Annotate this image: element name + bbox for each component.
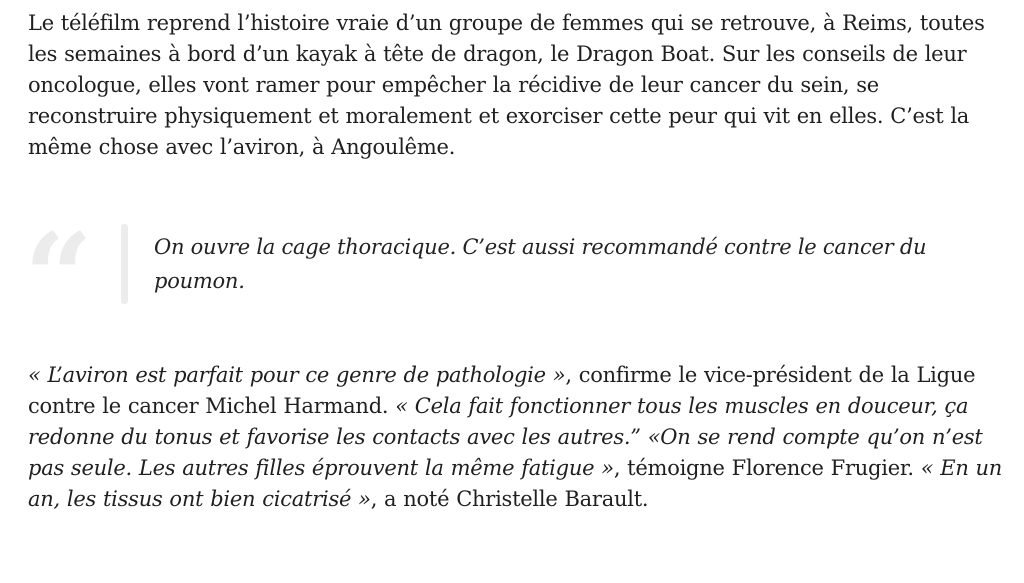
article-paragraph — [28, 360, 1008, 515]
pull-quote — [24, 207, 1008, 348]
pull-quote-text: On ouvre la cage thoracique. C’est aussi recommandé contre le cancer du poumon. — [154, 235, 927, 293]
attribution-text: , a noté Christelle Barault. — [370, 487, 649, 511]
article-paragraph: Le téléfilm reprend l’histoire vraie d’un groupe de femmes qui se retrouve, à Reims, toutes les semaines à bord d’un kayak à tête de dragon, le Dragon Boat. Sur les conseils de leur oncologue, elles vont ramer pour empêcher la récidive de leur cancer du sein, se reconstruire physiquement et moralement et exorciser cette peur qui vit en elles. C’est la même chose avec l’aviron, à Angoulême. — [28, 11, 985, 159]
quote-excerpt: « Cela fait fonctionner tous les muscles en douceur, ça redonne du tonus et favorise les contacts avec les autres.” «On se rend compte qu’on n’est pas seule. Les autres filles éprouvent la même fatigue » — [28, 394, 983, 480]
quote-icon: “ — [24, 207, 94, 348]
attribution-text: , confirme le vice-président de la Ligue contre le cancer Michel Harmand. — [28, 363, 976, 418]
quote-excerpt: « En un an, les tissus ont bien cicatrisé » — [28, 456, 1003, 511]
article-body — [24, 0, 1008, 511]
quote-excerpt: « L’aviron est parfait pour ce genre de pathologie » — [28, 363, 566, 387]
attribution-text: , témoigne Florence Frugier. — [613, 456, 921, 480]
quote-divider — [121, 224, 128, 304]
